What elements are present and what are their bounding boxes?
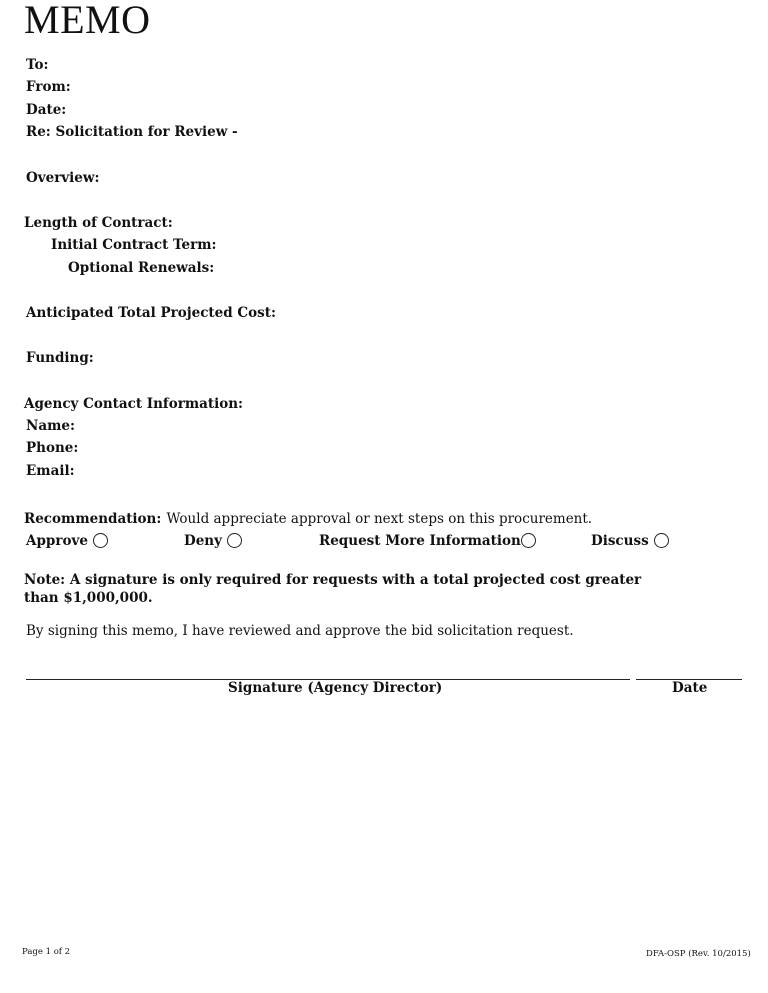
projected-cost-label: Anticipated Total Projected Cost: <box>26 305 276 321</box>
to-field: To: <box>26 57 49 73</box>
page-number: Page 1 of 2 <box>22 947 71 957</box>
date-field: Date: <box>26 102 67 118</box>
signing-statement: By signing this memo, I have reviewed and approve the bid solicitation request. <box>26 623 574 639</box>
deny-label: Deny <box>184 533 222 549</box>
memo-title: MEMO <box>24 0 151 42</box>
agency-contact-label: Agency Contact Information: <box>24 396 244 412</box>
recommendation-text: Would appreciate approval or next steps on this procurement. <box>166 511 593 527</box>
request-more-radio[interactable] <box>521 533 536 548</box>
funding-label: Funding: <box>26 350 94 366</box>
deny-radio[interactable] <box>227 533 242 548</box>
discuss-option[interactable] <box>591 530 669 550</box>
initial-contract-term-label: Initial Contract Term: <box>51 237 217 253</box>
request-more-option[interactable] <box>319 530 536 550</box>
length-of-contract-label: Length of Contract: <box>24 215 173 231</box>
contact-name-label: Name: <box>26 418 75 434</box>
overview-label: Overview: <box>26 170 100 186</box>
date-signature-label: Date <box>672 680 708 696</box>
contact-email-label: Email: <box>26 463 75 479</box>
recommendation-label: Recommendation: <box>24 511 162 527</box>
re-field: Re: Solicitation for Review - <box>26 124 238 140</box>
discuss-radio[interactable] <box>654 533 669 548</box>
request-more-label: Request More Information <box>319 533 521 549</box>
discuss-label: Discuss <box>591 533 649 549</box>
form-id: DFA-OSP (Rev. 10/2015) <box>646 949 751 959</box>
from-field: From: <box>26 79 71 95</box>
optional-renewals-label: Optional Renewals: <box>68 260 215 276</box>
deny-option[interactable] <box>184 530 242 550</box>
approve-option[interactable] <box>26 530 108 550</box>
approve-radio[interactable] <box>93 533 108 548</box>
signature-label: Signature (Agency Director) <box>228 680 443 696</box>
approve-label: Approve <box>26 533 88 549</box>
recommendation-line <box>24 508 592 528</box>
note-line-1: Note: A signature is only required for requests with a total projected cost greater <box>24 572 642 588</box>
note-line-2: than $1,000,000. <box>24 590 153 606</box>
contact-phone-label: Phone: <box>26 440 79 456</box>
